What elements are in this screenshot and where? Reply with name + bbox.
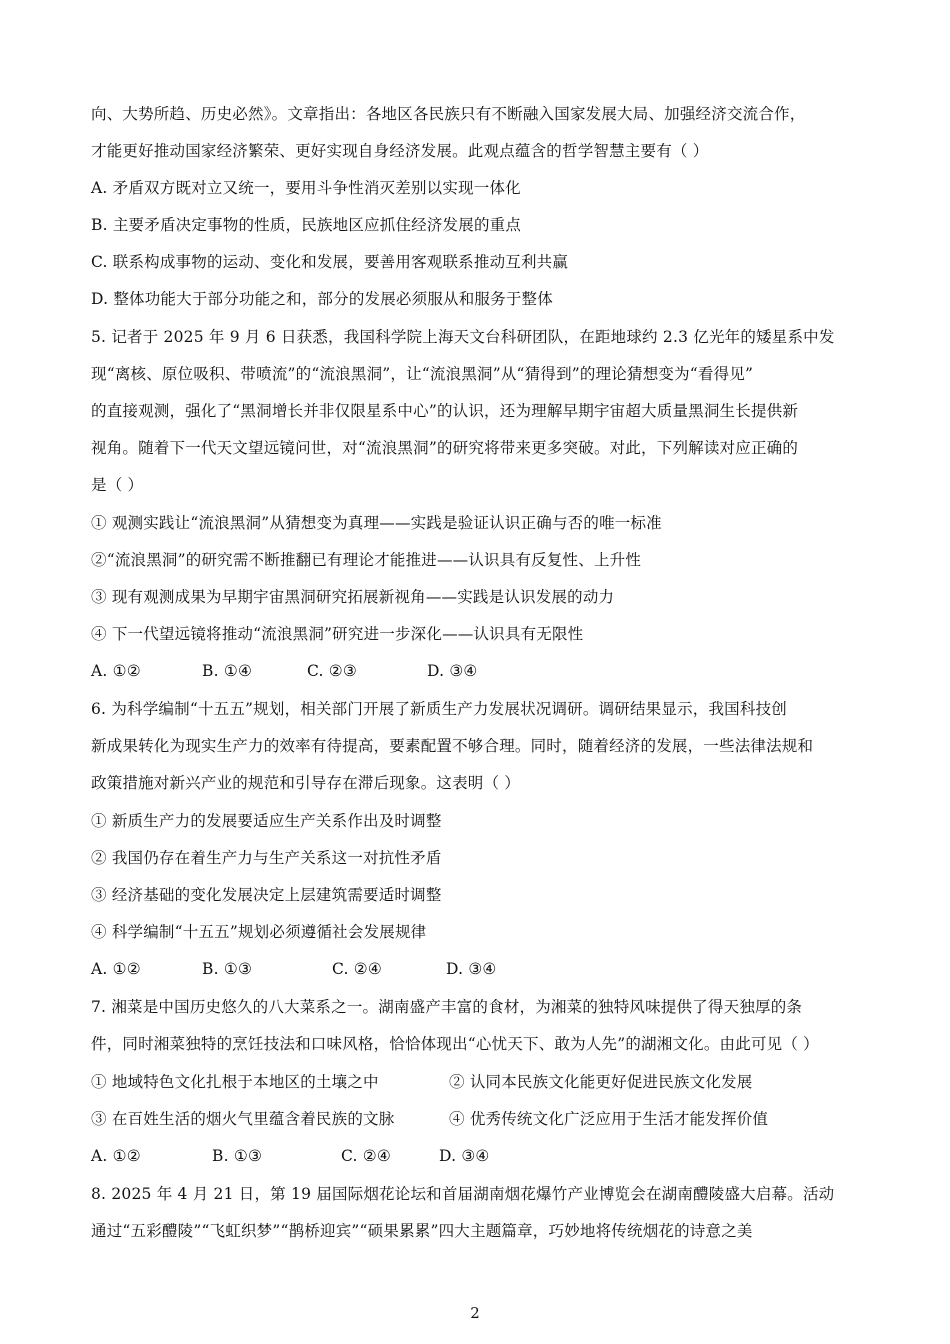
q6-choice-d: D. ③④ — [446, 960, 497, 978]
q7-stem-line-2: 件，同时湘菜独特的烹饪技法和口味风格，恰恰体现出“心忧天下、敢为人先”的湖湘文化。由此可见（ ） — [91, 1035, 819, 1053]
q4-intro-line-2: 才能更好推动国家经济繁荣、更好实现自身经济发展。此观点蕴含的哲学智慧主要有（ ） — [91, 142, 709, 160]
q6-statement-4: ④ 科学编制“十五五”规划必须遵循社会发展规律 — [91, 923, 427, 941]
q6-statement-2: ② 我国仍存在着生产力与生产关系这一对抗性矛盾 — [91, 849, 442, 867]
q5-choice-d: D. ③④ — [427, 662, 478, 680]
q4-intro-line-1: 向、大势所趋、历史必然》。文章指出：各地区各民族只有不断融入国家发展大局、加强经济交流合作， — [91, 105, 806, 123]
q7-statement-3: ③ 在百姓生活的烟火气里蕴含着民族的文脉 — [91, 1110, 395, 1128]
q7-choice-d: D. ③④ — [439, 1147, 490, 1165]
q6-stem-line-2: 新成果转化为现实生产力的效率有待提高，要素配置不够合理。同时，随着经济的发展，一些法律法规和 — [91, 737, 814, 755]
q5-choice-b: B. ①④ — [202, 662, 253, 680]
q4-option-b: B. 主要矛盾决定事物的性质，民族地区应抓住经济发展的重点 — [91, 216, 522, 234]
q5-stem-line-4: 视角。随着下一代天文望远镜问世，对“流浪黑洞”的研究将带来更多突破。对此，下列解读对应正确的 — [91, 439, 799, 457]
q5-stem-line-2: 现“离核、原位吸积、带喷流”的“流浪黑洞”，让“流浪黑洞”从“猜得到”的理论猜想变为“看得见” — [91, 365, 754, 383]
q6-statement-3: ③ 经济基础的变化发展决定上层建筑需要适时调整 — [91, 886, 442, 904]
q7-choice-c: C. ②④ — [341, 1147, 391, 1165]
q8-stem-line-2: 通过“五彩醴陵”“飞虹织梦”“鹊桥迎宾”“硕果累累”四大主题篇章，巧妙地将传统烟花的诗意之美 — [91, 1222, 753, 1240]
q5-stem-line-5: 是（ ） — [91, 476, 144, 494]
q6-statement-1: ① 新质生产力的发展要适应生产关系作出及时调整 — [91, 812, 442, 830]
q5-statement-3: ③ 现有观测成果为早期宇宙黑洞研究拓展新视角——实践是认识发展的动力 — [91, 588, 615, 606]
page-number: 2 — [470, 1304, 480, 1322]
q5-statement-4: ④ 下一代望远镜将推动“流浪黑洞”研究进一步深化——认识具有无限性 — [91, 625, 584, 643]
q5-statement-2: ②“流浪黑洞”的研究需不断推翻已有理论才能推进——认识具有反复性、上升性 — [91, 551, 642, 569]
q6-stem-line-1: 6. 为科学编制“十五五”规划，相关部门开展了新质生产力发展状况调研。调研结果显示，我国科技创 — [91, 700, 787, 718]
q5-choice-a: A. ①② — [91, 662, 141, 680]
q7-choice-b: B. ①③ — [212, 1147, 263, 1165]
q5-stem-line-3: 的直接观测，强化了“黑洞增长并非仅限星系中心”的认识，还为理解早期宇宙超大质量黑洞生长提供新 — [91, 402, 799, 420]
q7-statement-4: ④ 优秀传统文化广泛应用于生活才能发挥价值 — [449, 1110, 769, 1128]
q7-choice-a: A. ①② — [91, 1147, 141, 1165]
q8-stem-line-1: 8. 2025 年 4 月 21 日，第 19 届国际烟花论坛和首届湖南烟花爆竹产业博览会在湖南醴陵盛大启幕。活动 — [91, 1185, 835, 1203]
q6-stem-line-3: 政策措施对新兴产业的规范和引导存在滞后现象。这表明（ ） — [91, 774, 521, 792]
q5-statement-1: ① 观测实践让“流浪黑洞”从猜想变为真理——实践是验证认识正确与否的唯一标准 — [91, 514, 662, 532]
q7-statement-2: ② 认同本民族文化能更好促进民族文化发展 — [449, 1073, 753, 1091]
q7-statement-1: ① 地域特色文化扎根于本地区的土壤之中 — [91, 1073, 379, 1091]
q5-stem-line-1: 5. 记者于 2025 年 9 月 6 日获悉，我国科学院上海天文台科研团队，在距地球约 2.3 亿光年的矮星系中发 — [91, 328, 835, 346]
q5-choice-c: C. ②③ — [307, 662, 357, 680]
q7-stem-line-1: 7. 湘菜是中国历史悠久的八大菜系之一。湖南盛产丰富的食材，为湘菜的独特风味提供了得天独厚的条 — [91, 998, 803, 1016]
q4-option-a: A. 矛盾双方既对立又统一，要用斗争性消灭差别以实现一体化 — [91, 179, 521, 197]
q6-choice-c: C. ②④ — [332, 960, 382, 978]
q6-choice-a: A. ①② — [91, 960, 141, 978]
q4-option-d: D. 整体功能大于部分功能之和，部分的发展必须服从和服务于整体 — [91, 290, 553, 308]
q6-choice-b: B. ①③ — [202, 960, 253, 978]
q4-option-c: C. 联系构成事物的运动、变化和发展，要善用客观联系推动互利共赢 — [91, 253, 569, 271]
